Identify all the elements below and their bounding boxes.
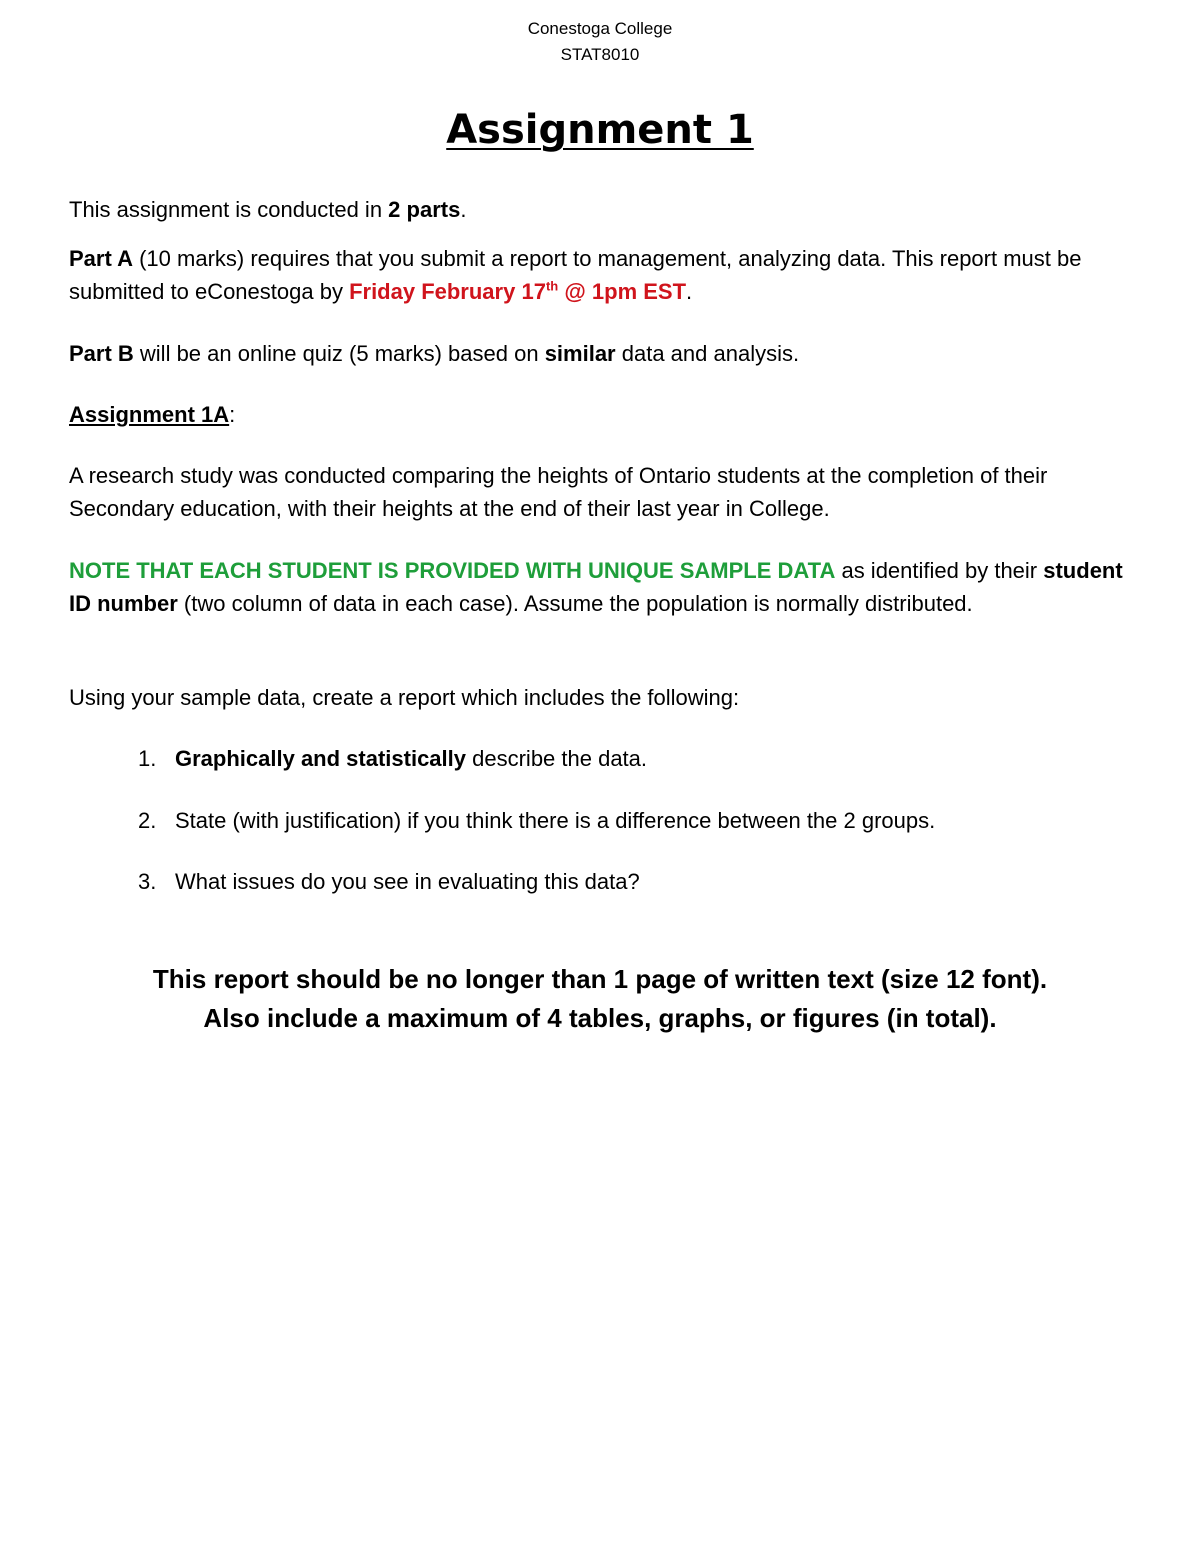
part-b-label: Part B: [69, 341, 134, 366]
list-number: 2.: [138, 808, 157, 833]
closing-line-2: Also include a maximum of 4 tables, graphs, or figures (in total).: [203, 1003, 997, 1033]
note-highlight: NOTE THAT EACH STUDENT IS PROVIDED WITH UNIQUE SAMPLE DATA: [69, 558, 836, 583]
list-item: [138, 742, 1138, 775]
list-number: 3.: [138, 869, 157, 894]
part-a-label: Part A: [69, 246, 133, 271]
page-title: [0, 102, 1200, 158]
intro-parts: 2 parts: [388, 197, 461, 222]
part-a-end: .: [686, 279, 693, 304]
section-heading-colon: :: [229, 402, 236, 427]
list-item: [138, 865, 1138, 898]
note-text2: (two column of data in each case). Assume the population is normally distributed.: [177, 591, 973, 616]
page-title-text: Assignment 1: [446, 107, 754, 153]
header-institution: Conestoga College: [527, 19, 673, 38]
part-b-paragraph: [69, 337, 1144, 370]
header-course: STAT8010: [560, 45, 640, 64]
list-item-bold: Graphically and statistically: [175, 746, 467, 771]
deadline-time: @ 1pm EST: [558, 279, 687, 304]
list-item-text: describe the data.: [466, 746, 648, 771]
part-a-paragraph: [69, 242, 1144, 308]
intro-paragraph: [69, 193, 1144, 226]
list-item-text: What issues do you see in evaluating this data?: [175, 869, 640, 894]
list-number: 1.: [138, 746, 157, 771]
note-paragraph: [69, 554, 1144, 620]
part-b-text2: data and analysis.: [615, 341, 800, 366]
study-description: A research study was conducted comparing the heights of Ontario students at the completion of their Secondary education, with their heights at the end of their last year in College.: [69, 463, 1048, 521]
section-heading: [69, 398, 1144, 431]
note-text1: as identified by their: [835, 558, 1044, 583]
instructions-intro: Using your sample data, create a report which includes the following:: [69, 685, 740, 710]
note-student-id: student ID number: [69, 558, 1123, 616]
part-b-emphasis: similar: [544, 341, 616, 366]
intro-prefix: This assignment is conducted in: [69, 197, 389, 222]
section-heading-label: Assignment 1A: [69, 402, 230, 427]
list-item: [138, 804, 1138, 837]
list-item-text: State (with justification) if you think there is a difference between the 2 groups.: [175, 808, 936, 833]
deadline-date: Friday February 17: [349, 279, 546, 304]
part-b-text1: will be an online quiz (5 marks) based on: [133, 341, 545, 366]
part-a-text: (10 marks) requires that you submit a report to management, analyzing data. This report must be submitted to eConestoga by: [69, 246, 1082, 304]
deadline-ordinal: th: [545, 278, 559, 294]
intro-suffix: .: [460, 197, 467, 222]
closing-line-1: This report should be no longer than 1 page of written text (size 12 font).: [152, 964, 1048, 994]
